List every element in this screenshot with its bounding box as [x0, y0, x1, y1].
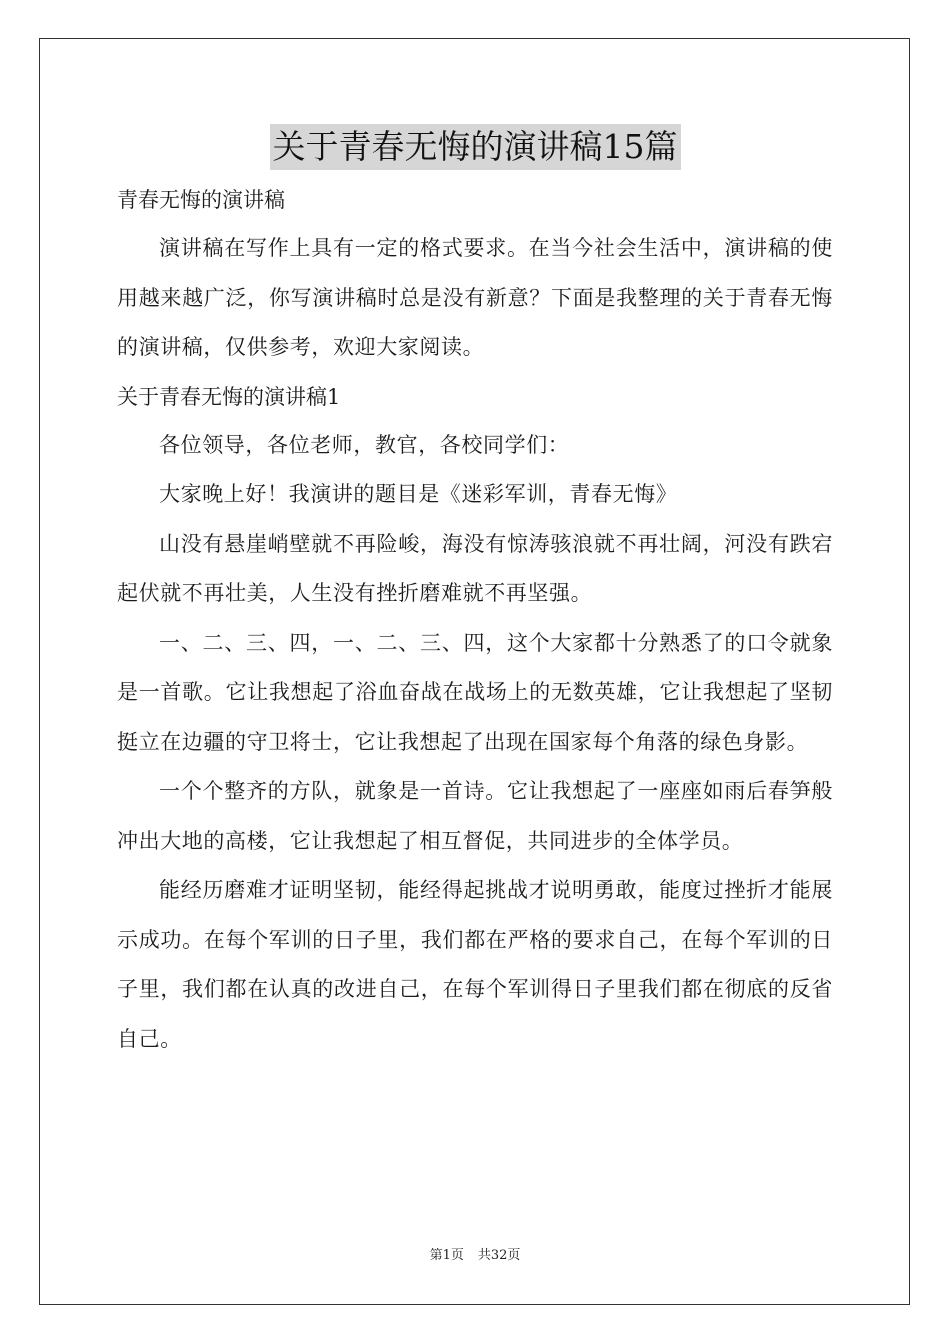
title-container	[0, 124, 950, 170]
paragraph: 一个个整齐的方队，就象是一首诗。它让我想起了一座座如雨后春笋般冲出大地的高楼，它让我想起了相互督促，共同进步的全体学员。	[117, 779, 833, 853]
paragraph: 各位领导，各位老师，教官，各校同学们：	[159, 432, 570, 457]
page-total: 共32页	[477, 1248, 521, 1263]
paragraph: 演讲稿在写作上具有一定的格式要求。在当今社会生活中，演讲稿的使用越来越广泛，你写演讲稿时总是没有新意？下面是我整理的关于青春无悔的演讲稿，仅供参考，欢迎大家阅读。	[117, 236, 833, 359]
paragraph: 能经历磨难才证明坚韧，能经得起挑战才说明勇敢，能度过挫折才能展示成功。在每个军训的日子里，我们都在严格的要求自己，在每个军训的日子里，我们都在认真的改进自己，在每个军训得日子里我们都在彻底的反省自己。	[117, 878, 833, 1051]
section-subhead: 关于青春无悔的演讲稿1	[117, 384, 341, 409]
paragraph: 山没有悬崖峭壁就不再险峻，海没有惊涛骇浪就不再壮阔，河没有跌宕起伏就不再壮美，人生没有挫折磨难就不再坚强。	[117, 531, 833, 605]
paragraph: 一、二、三、四，一、二、三、四，这个大家都十分熟悉了的口令就象是一首歌。它让我想起了浴血奋战在战场上的无数英雄，它让我想起了坚韧挺立在边疆的守卫将士，它让我想起了出现在国家每个角落的绿色身影。	[117, 630, 833, 754]
page-number: 第1页	[429, 1248, 464, 1263]
page-footer	[0, 1246, 950, 1266]
section-subhead: 青春无悔的演讲稿	[117, 188, 285, 212]
document-title: 关于青春无悔的演讲稿15篇	[270, 124, 681, 170]
document-body	[117, 176, 833, 1064]
paragraph: 大家晚上好！我演讲的题目是《迷彩军训，青春无悔》	[159, 482, 678, 506]
